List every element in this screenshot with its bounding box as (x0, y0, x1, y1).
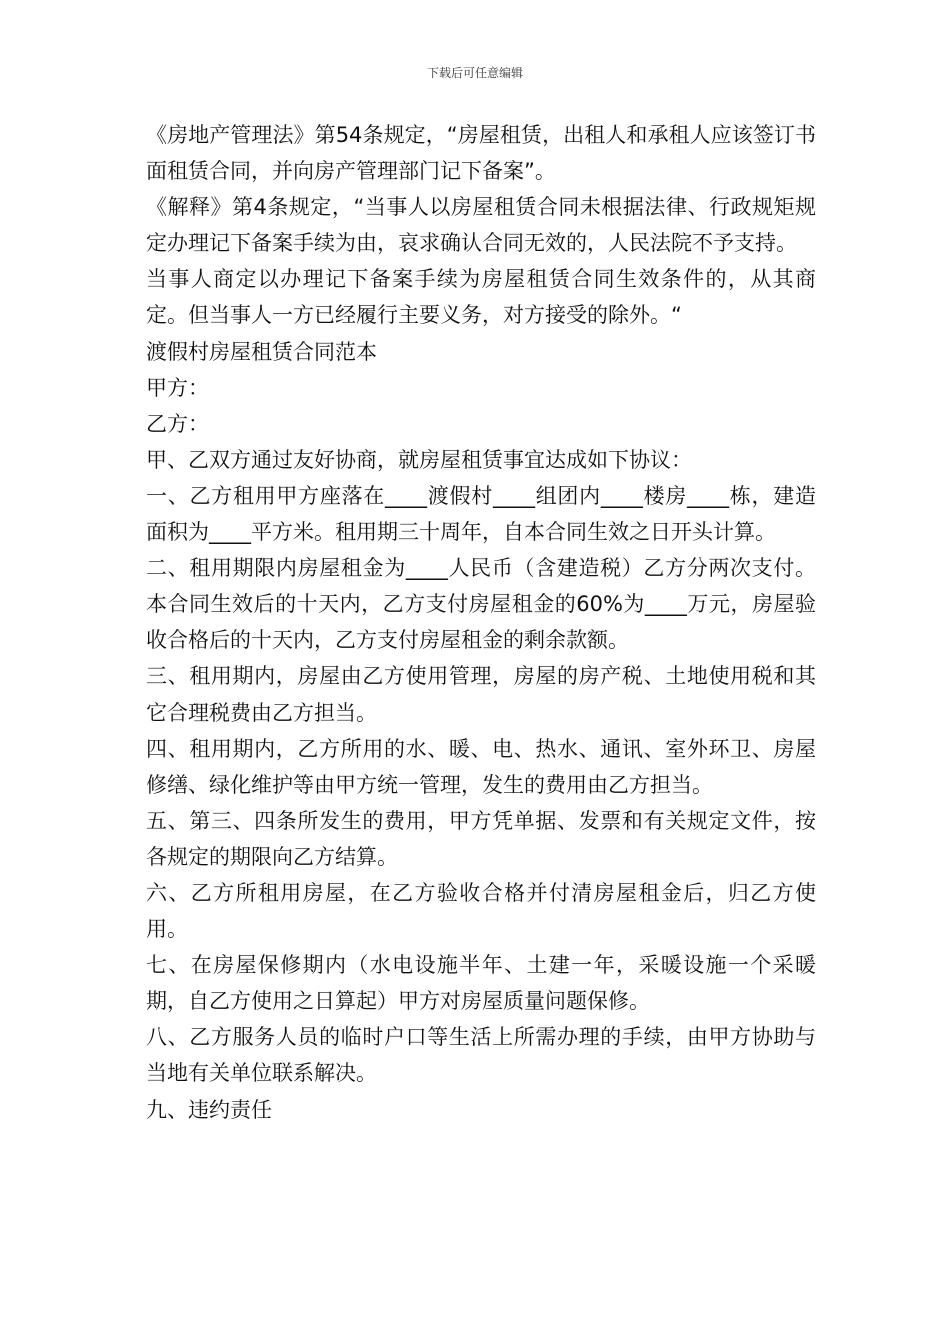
clause-5: 五、第三、四条所发生的费用，甲方凭单据、发票和有关规定文件，按各规定的期限向乙方结算。 (146, 808, 816, 869)
paragraph: 《房地产管理法》第54条规定，“房屋租赁，出租人和承租人应该签订书面租赁合同，并向房产管理部门记下备案”。 (146, 123, 816, 184)
paragraph: 甲、乙双方通过友好协商，就房屋租赁事宜达成如下协议： (146, 447, 692, 472)
party-a-line: 甲方： (146, 375, 209, 400)
clause-2: 二、租用期限内房屋租金为____人民币（含建造税）乙方分两次支付。本合同生效后的十天内，乙方支付房屋租金的60%为____万元，房屋验收合格后的十天内，乙方支付房屋租金的剩余款额。 (146, 556, 816, 653)
paragraph: 当事人商定以办理记下备案手续为房屋租赁合同生效条件的，从其商定。但当事人一方已经履行主要义务，对方接受的除外。“ (146, 267, 816, 328)
page-header: 下载后可任意编辑 (426, 66, 523, 80)
clause-7: 七、在房屋保修期内（水电设施半年、土建一年，采暖设施一个采暖期，自乙方使用之日算起）甲方对房屋质量问题保修。 (146, 953, 816, 1014)
clause-8: 八、乙方服务人员的临时户口等生活上所需办理的手续，由甲方协助与当地有关单位联系解决。 (146, 1025, 816, 1086)
party-b-line: 乙方： (146, 411, 209, 436)
clause-4: 四、租用期内，乙方所用的水、暖、电、热水、通讯、室外环卫、房屋修缮、绿化维护等由甲方统一管理，发生的费用由乙方担当。 (146, 736, 816, 797)
paragraph: 《解释》第4条规定，“当事人以房屋租赁合同未根据法律、行政规矩规定办理记下备案手续为由，哀求确认合同无效的，人民法院不予支持。 (146, 195, 816, 256)
clause-6: 六、乙方所租用房屋，在乙方验收合格并付清房屋租金后，归乙方使用。 (146, 880, 816, 942)
contract-title: 渡假村房屋租赁合同范本 (146, 339, 377, 364)
clause-1: 一、乙方租用甲方座落在____渡假村____组团内____楼房____栋，建造面积为____平方米。租用期三十周年，自本合同生效之日开头计算。 (146, 483, 816, 545)
clause-9: 九、违约责任 (146, 1097, 272, 1122)
document-body (146, 117, 816, 1128)
clause-3: 三、租用期内，房屋由乙方使用管理，房屋的房产税、土地使用税和其它合理税费由乙方担当。 (146, 664, 816, 725)
